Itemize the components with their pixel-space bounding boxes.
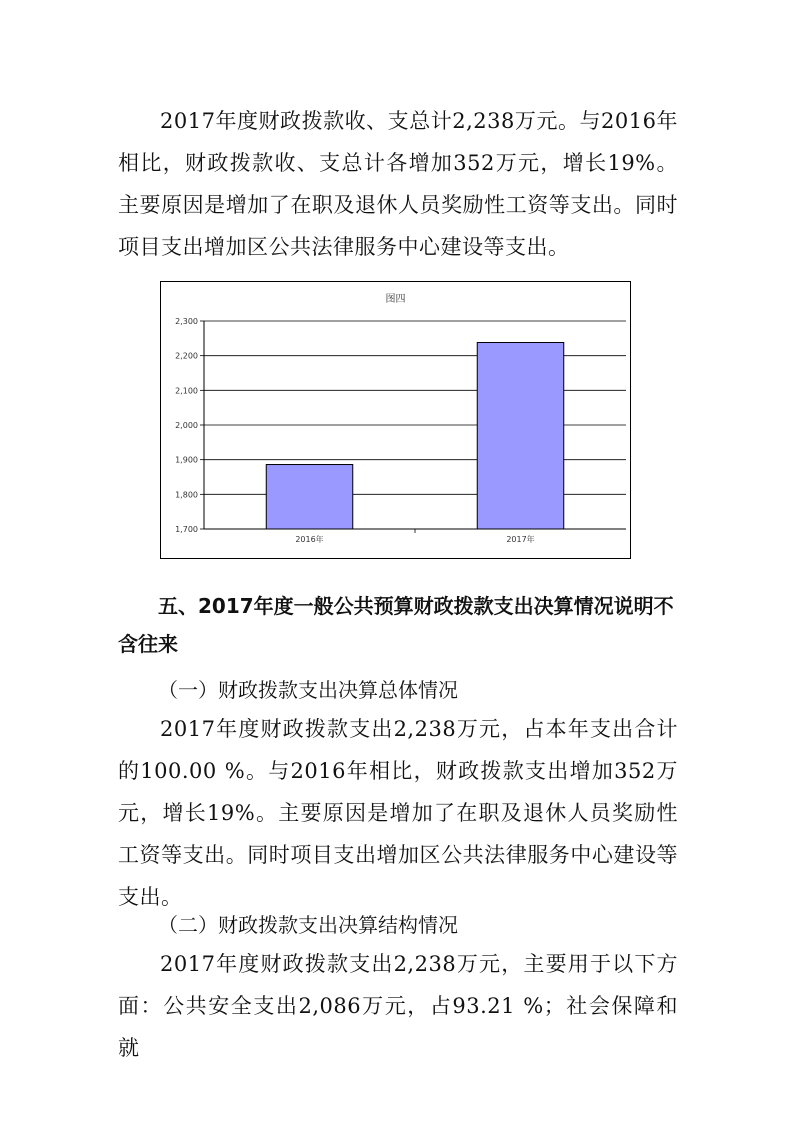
y-tick-label: 2,100 [175,386,198,396]
y-tick-label: 1,700 [175,525,198,534]
subsection-2-heading: （二）财政拨款支出决算结构情况 [158,913,458,937]
bar-2017年 [477,342,564,529]
subsection-1-body: 2017年度财政拨款支出2,238万元，占本年支出合计的100.00 %。与2016年相比，财政拨款支出增加352万元，增长19%。主要原因是增加了在职及退休人员奖励性工资等支出。同时项目支出增加区公共法律服务中心建设等支出。 [118,717,678,909]
section-5-heading: 五、2017年度一般公共预算财政拨款支出决算情况说明不含往来 [118,594,674,656]
y-tick-label: 1,800 [175,490,198,500]
x-tick-label: 2017年 [506,535,535,544]
y-tick-label: 2,000 [175,421,198,430]
subsection-2-body: 2017年度财政拨款支出2,238万元，主要用于以下方面：公共安全支出2,086万元，占93.21 %；社会保障和就 [118,952,678,1060]
y-tick-label: 2,200 [175,351,198,361]
y-tick-label: 1,900 [175,455,198,465]
subsection-1-heading: （一）财政拨款支出决算总体情况 [158,678,458,702]
chart-canvas [161,282,630,558]
bar-2016年 [266,465,353,529]
bar-chart [160,281,631,559]
y-tick-label: 2,300 [175,317,198,326]
chart-title: 图四 [385,294,406,305]
x-tick-label: 2016年 [295,535,324,544]
intro-paragraph: 2017年度财政拨款收、支总计2,238万元。与2016年相比，财政拨款收、支总计各增加352万元，增长19%。主要原因是增加了在职及退休人员奖励性工资等支出。同时项目支出增加区公共法律服务中心建设等支出。 [118,109,678,259]
